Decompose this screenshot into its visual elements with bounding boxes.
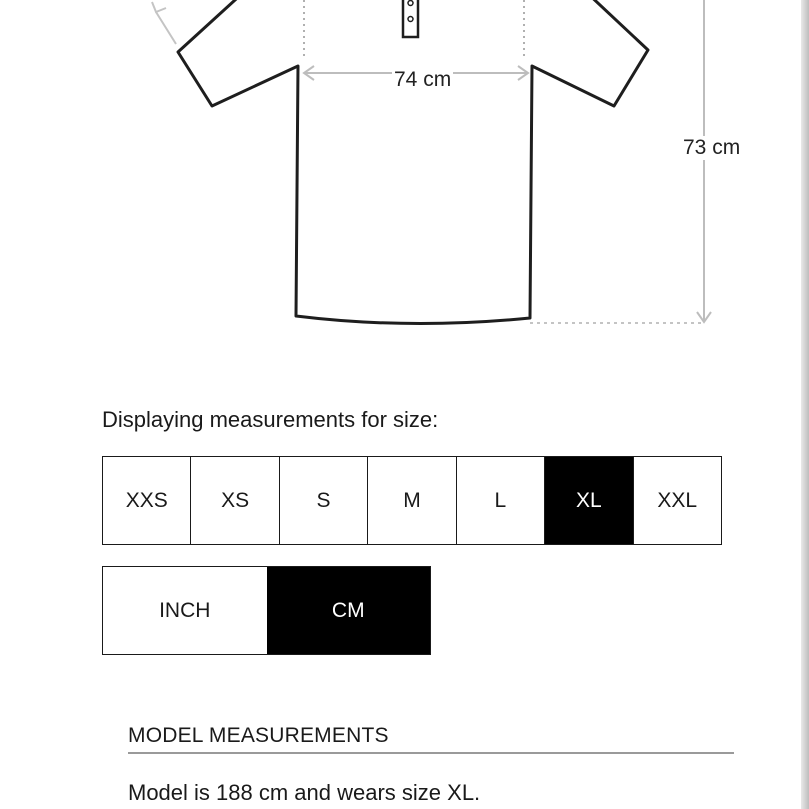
unit-option-cm[interactable]: CM — [267, 567, 431, 654]
size-option-s[interactable]: S — [280, 457, 368, 544]
model-measurements-heading: MODEL MEASUREMENTS — [128, 724, 389, 747]
size-option-xl[interactable]: XL — [545, 457, 633, 544]
scroll-edge — [801, 0, 809, 809]
size-selector-caption: Displaying measurements for size: — [102, 407, 439, 432]
size-option-m[interactable]: M — [368, 457, 456, 544]
chest-width-label: 74 cm — [394, 68, 452, 91]
size-option-l[interactable]: L — [457, 457, 545, 544]
size-option-xxs[interactable]: XXS — [103, 457, 191, 544]
garment-diagram — [0, 0, 809, 345]
size-option-xs[interactable]: XS — [191, 457, 279, 544]
section-divider — [128, 752, 734, 754]
size-option-xxl[interactable]: XXL — [634, 457, 721, 544]
size-selector — [102, 456, 722, 545]
tshirt-outline-icon — [0, 0, 809, 345]
unit-option-inch[interactable]: INCH — [103, 567, 267, 654]
model-measurements-text: Model is 188 cm and wears size XL. — [128, 780, 481, 805]
body-length-label: 73 cm — [683, 136, 741, 159]
unit-toggle — [102, 566, 431, 655]
